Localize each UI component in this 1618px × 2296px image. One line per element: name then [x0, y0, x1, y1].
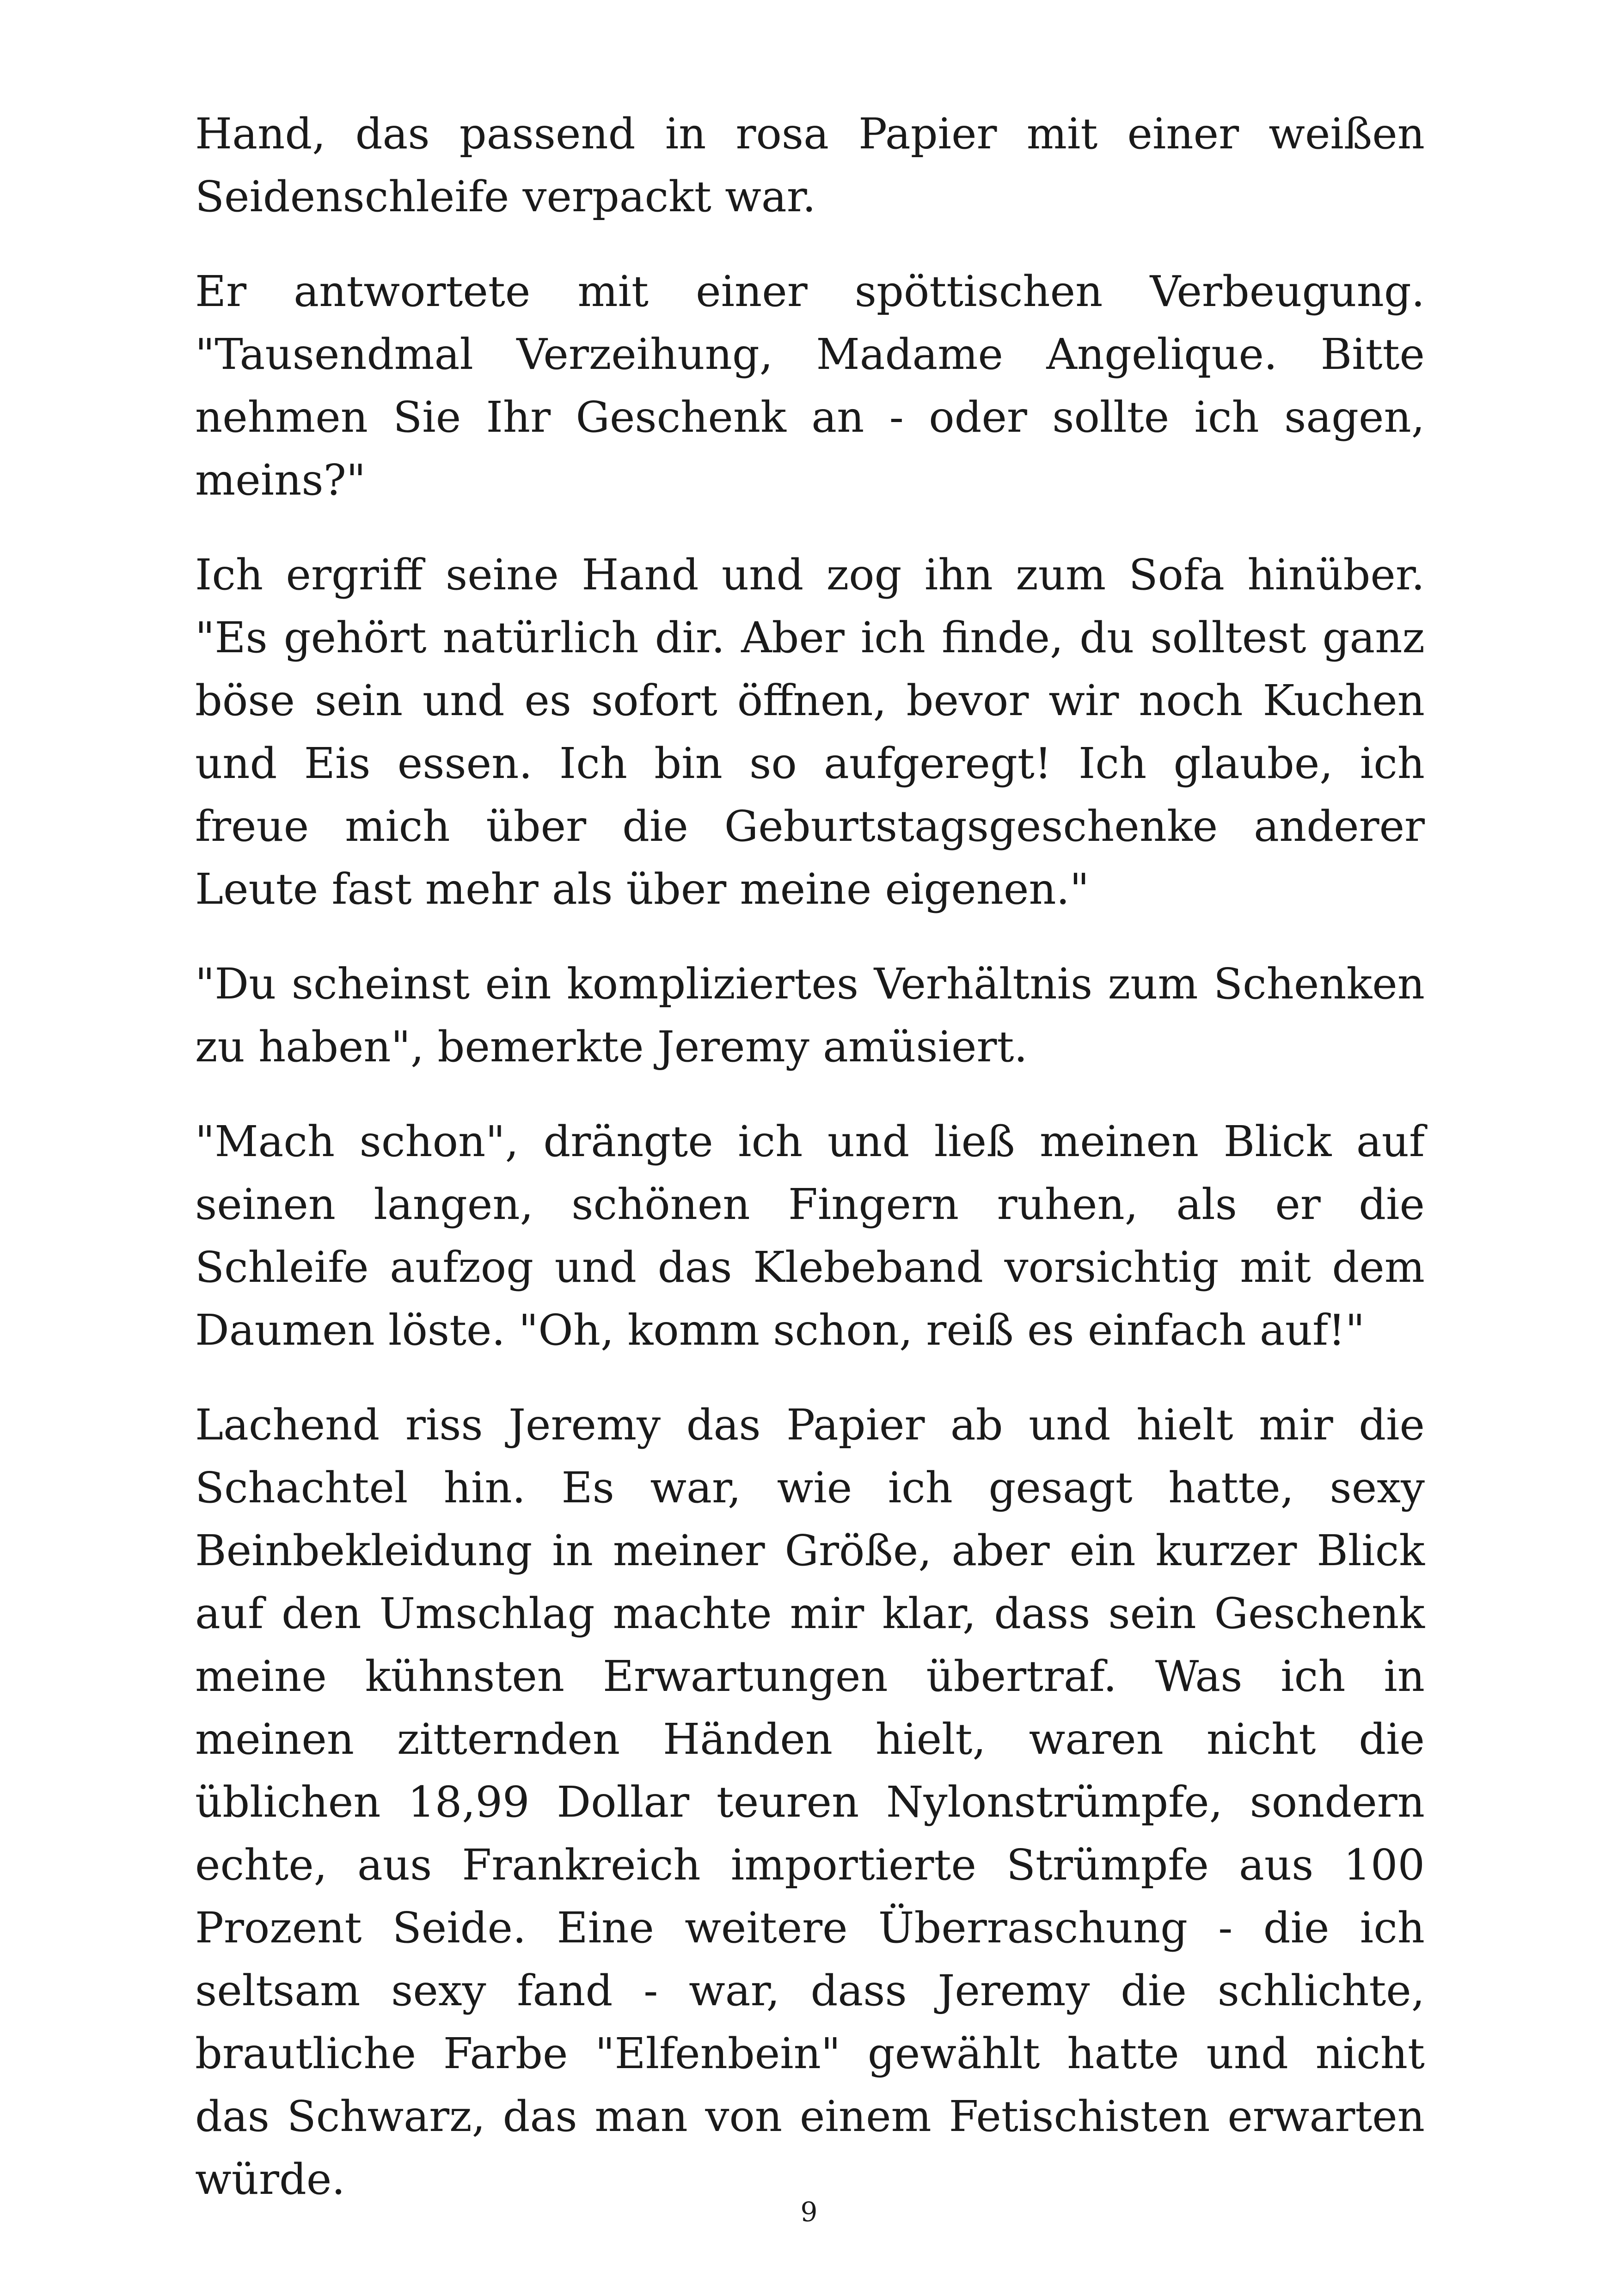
paragraph: Lachend riss Jeremy das Papier ab und hielt mir die Schachtel hin. Es war, wie ich gesagt hatte, sexy Beinbekleidung in meiner Größe, aber ein kurzer Blick auf den Umschlag machte mir klar, dass sein Geschenk meine kühnsten Erwartungen übertraf. Was ich in meinen zitternden Händen hielt, waren nicht die üblichen 18,99 Dollar teuren Nylonstrümpfe, sondern echte, aus Frankreich importierte Strümpfe aus 100 Prozent Seide. Eine weitere Überraschung - die ich seltsam sexy fand - war, dass Jeremy die schlichte, brautliche Farbe "Elfenbein" gewählt hatte und nicht das Schwarz, das man von einem Fetischisten erwarten würde.: [195, 1400, 1425, 2204]
paragraph: "Du scheinst ein kompliziertes Verhältnis zum Schenken zu haben", bemerkte Jeremy amüsiert.: [195, 959, 1425, 1071]
page-number: 9: [800, 2196, 818, 2228]
body-text: [195, 103, 1425, 2243]
paragraph: Er antwortete mit einer spöttischen Verbeugung. "Tausendmal Verzeihung, Madame Angelique. Bitte nehmen Sie Ihr Geschenk an - oder sollte ich sagen, meins?": [195, 267, 1425, 505]
paragraph: Hand, das passend in rosa Papier mit einer weißen Seidenschleife verpackt war.: [195, 109, 1425, 221]
paragraph: Ich ergriff seine Hand und zog ihn zum Sofa hinüber. "Es gehört natürlich dir. Aber ich finde, du solltest ganz böse sein und es sofort öffnen, bevor wir noch Kuchen und Eis essen. Ich bin so aufgeregt! Ich glaube, ich freue mich über die Geburtstagsgeschenke anderer Leute fast mehr als über meine eigenen.": [195, 550, 1425, 914]
paragraph: "Mach schon", drängte ich und ließ meinen Blick auf seinen langen, schönen Fingern ruhen, als er die Schleife aufzog und das Klebeband vorsichtig mit dem Daumen löste. "Oh, komm schon, reiß es einfach auf!": [195, 1117, 1425, 1355]
